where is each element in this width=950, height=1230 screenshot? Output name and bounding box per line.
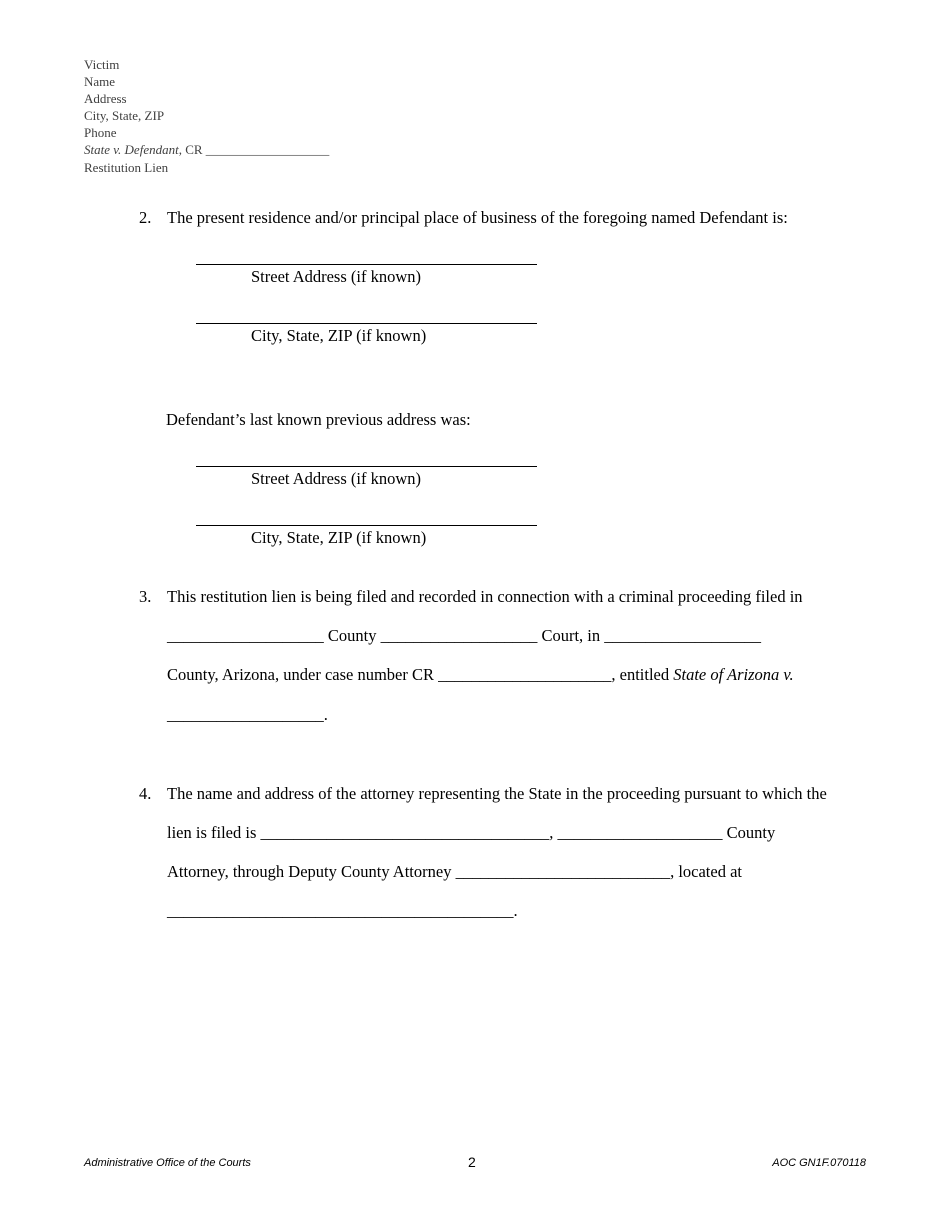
header-case-line xyxy=(84,141,329,158)
present-street-caption: Street Address (if known) xyxy=(251,267,422,286)
previous-city-caption: City, State, ZIP (if known) xyxy=(251,528,427,547)
previous-city-line xyxy=(196,525,537,526)
item3-line2: ___________________ County ___________________ Court, in ___________________ xyxy=(167,626,762,645)
item4-number: 4. xyxy=(139,784,152,803)
header-address: Address xyxy=(84,91,127,107)
item4-line4: __________________________________________. xyxy=(167,901,518,920)
previous-street-line xyxy=(196,466,537,467)
present-street-line xyxy=(196,264,537,265)
item3-line3 xyxy=(167,665,794,685)
item4-line2: lien is filed is ___________________________________, ____________________ County xyxy=(167,823,776,842)
header-phone: Phone xyxy=(84,125,117,141)
header-victim: Victim xyxy=(84,57,120,72)
previous-street-caption: Street Address (if known) xyxy=(251,469,422,488)
previous-address-intro: Defendant’s last known previous address was: xyxy=(166,410,471,429)
form-code: AOC GN1F.070118 xyxy=(772,1157,866,1169)
item3-case-title: State of Arizona v. xyxy=(673,665,794,684)
header-case-title: State v. Defendant xyxy=(84,142,179,158)
item3-line1: This restitution lien is being filed and recorded in connection with a criminal proceeding filed in xyxy=(167,587,803,606)
item3-line3-text: County, Arizona, under case number CR _____________________, entitled xyxy=(167,665,674,684)
present-city-caption: City, State, ZIP (if known) xyxy=(251,326,427,345)
header-city-state-zip: City, State, ZIP xyxy=(84,108,165,124)
item4-line1: The name and address of the attorney representing the State in the proceeding pursuant to which the xyxy=(167,784,827,803)
header-case-number: , CR ___________________ xyxy=(178,142,330,158)
present-city-line xyxy=(196,323,537,324)
header-restitution-lien: Restitution Lien xyxy=(84,159,169,175)
header-name: Name xyxy=(84,74,116,90)
footer-office: Administrative Office of the Courts xyxy=(84,1157,251,1169)
page-number: 2 xyxy=(468,1154,476,1170)
item2-text: The present residence and/or principal place of business of the foregoing named Defendant is: xyxy=(167,208,788,227)
caption-header xyxy=(84,56,329,176)
item3-line4: ___________________. xyxy=(167,705,328,724)
item3-number: 3. xyxy=(139,587,152,606)
item2-number: 2. xyxy=(139,208,152,227)
item4-line3: Attorney, through Deputy County Attorney __________________________, located at xyxy=(167,862,742,881)
